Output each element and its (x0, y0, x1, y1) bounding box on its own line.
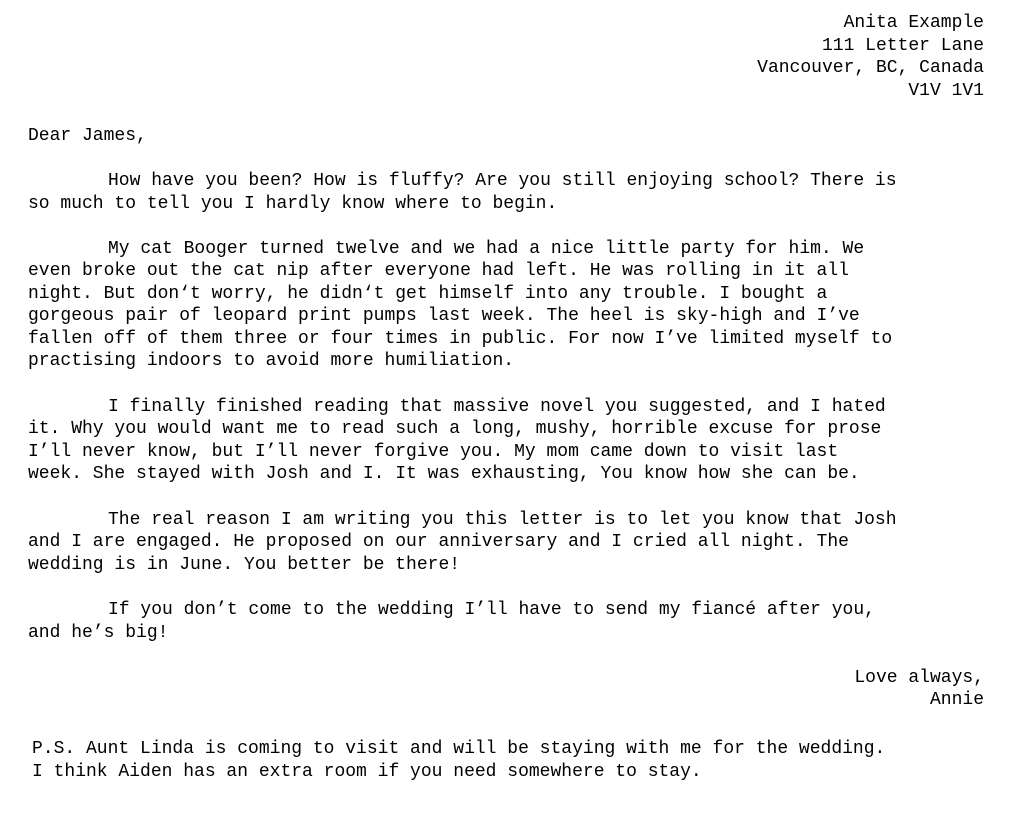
paragraph-line: gorgeous pair of leopard print pumps last week. The heel is sky-high and I’ve (28, 306, 860, 326)
closing: Love always, (854, 668, 984, 688)
sender-name: Anita Example (843, 13, 984, 33)
paragraph-line: night. But don‘t worry, he didn‘t get himself into any trouble. I bought a (28, 284, 828, 304)
paragraph-line: practising indoors to avoid more humiliation. (28, 351, 515, 371)
paragraph-line: it. Why you would want me to read such a long, mushy, horrible excuse for prose (28, 419, 882, 439)
postscript-line: P.S. Aunt Linda is coming to visit and will be staying with me for the wedding. (32, 739, 886, 759)
sender-street: 111 Letter Lane (821, 36, 984, 56)
paragraph-line: week. She stayed with Josh and I. It was exhausting, You know how she can be. (28, 464, 860, 484)
paragraph-line: My cat Booger turned twelve and we had a nice little party for him. We (108, 239, 865, 259)
postscript-line: I think Aiden has an extra room if you need somewhere to stay. (32, 762, 702, 782)
sender-city: Vancouver, BC, Canada (757, 58, 984, 78)
paragraph-line: If you don’t come to the wedding I’ll have to send my fiancé after you, (108, 600, 875, 620)
paragraph-line: How have you been? How is fluffy? Are you still enjoying school? There is (108, 171, 897, 191)
salutation: Dear James, (28, 126, 147, 146)
paragraph-line: The real reason I am writing you this letter is to let you know that Josh (108, 510, 897, 530)
sender-postal: V1V 1V1 (908, 81, 984, 101)
paragraph-line: wedding is in June. You better be there! (28, 555, 461, 575)
paragraph-line: I’ll never know, but I’ll never forgive you. My mom came down to visit last (28, 442, 839, 462)
paragraph-line: and he’s big! (28, 623, 169, 643)
paragraph-line: even broke out the cat nip after everyone had left. He was rolling in it all (28, 261, 849, 281)
signature: Annie (929, 690, 984, 710)
paragraph-line: I finally finished reading that massive novel you suggested, and I hated (108, 397, 886, 417)
paragraph-line: fallen off of them three or four times in public. For now I’ve limited myself to (28, 329, 893, 349)
paragraph-line: and I are engaged. He proposed on our anniversary and I cried all night. The (28, 532, 849, 552)
paragraph-line: so much to tell you I hardly know where to begin. (28, 194, 558, 214)
